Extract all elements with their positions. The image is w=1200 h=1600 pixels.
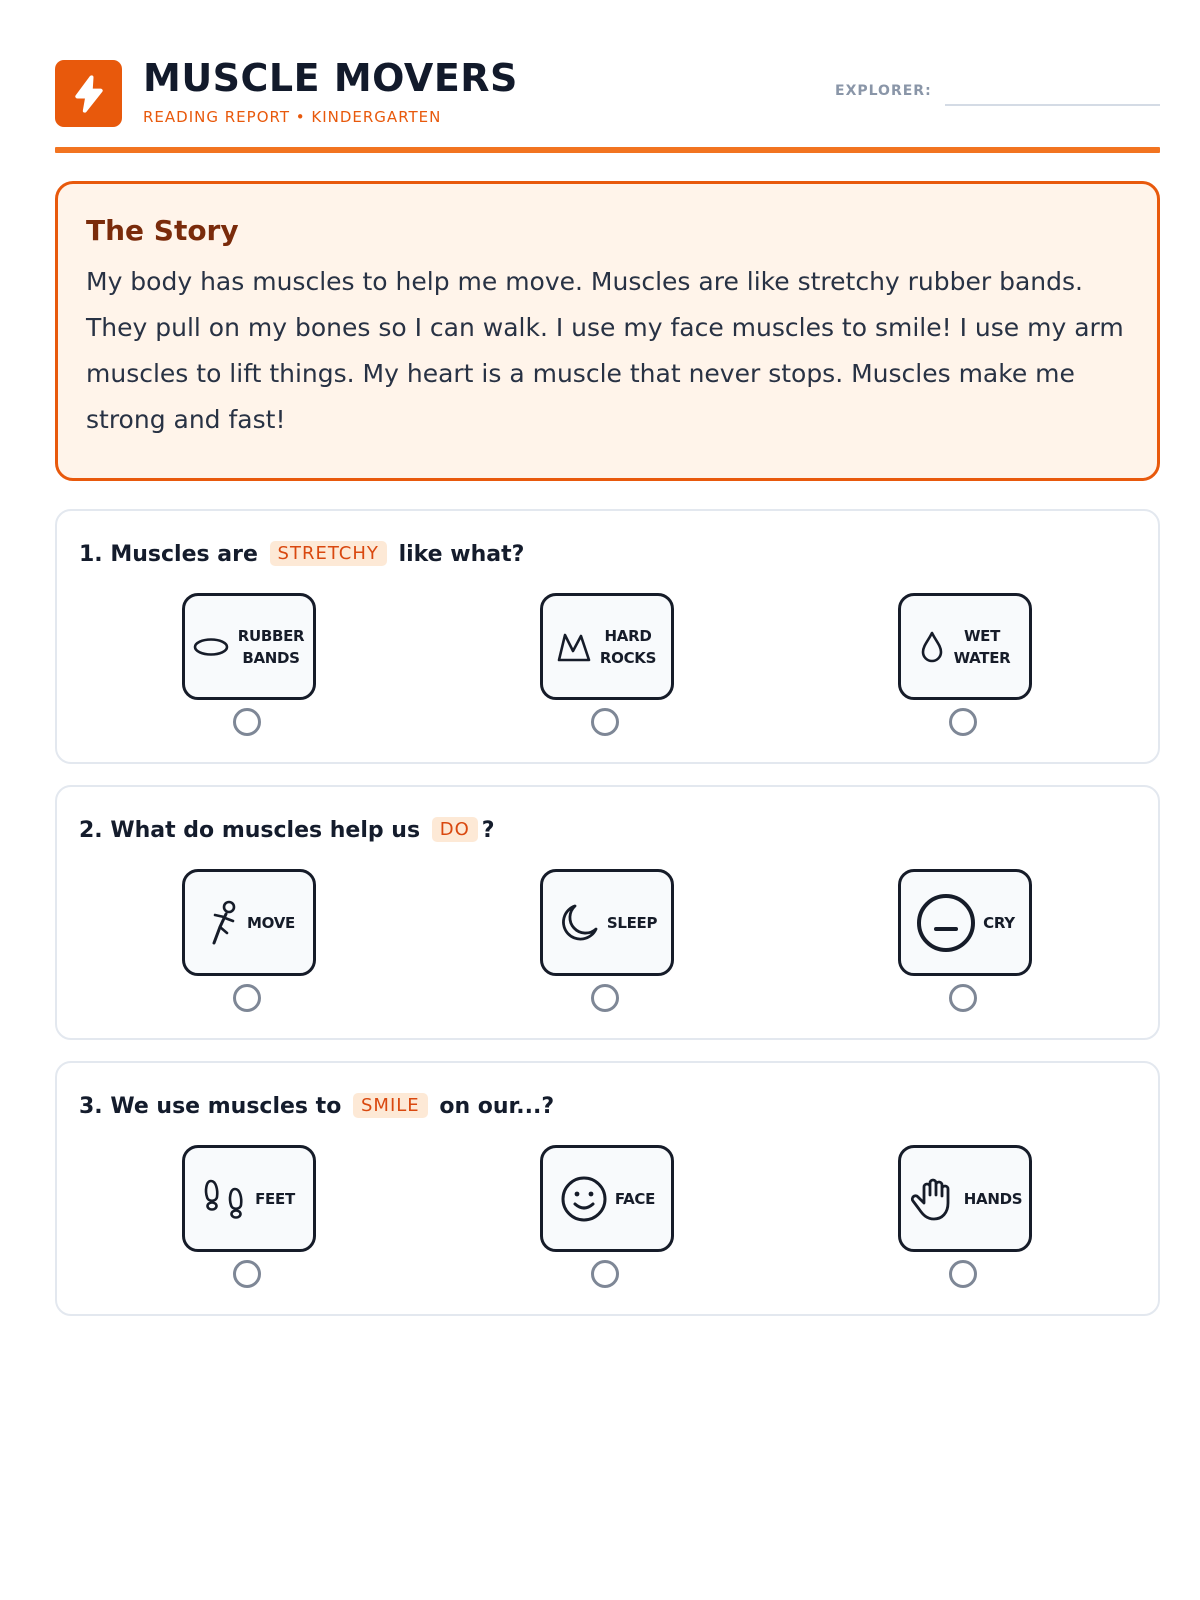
option-hands[interactable]: [898, 1145, 1032, 1252]
running-person-icon: [203, 899, 241, 947]
option-wet-water[interactable]: [898, 593, 1032, 700]
radio-option-2[interactable]: [591, 708, 619, 736]
question-1: [55, 509, 1160, 764]
smiley-face-icon: [559, 1174, 609, 1224]
option-feet[interactable]: [182, 1145, 316, 1252]
option-label: FACE: [614, 1189, 656, 1208]
rubber-band-icon: [192, 635, 230, 659]
question-prompt: [79, 1093, 554, 1119]
keyword-badge: STRETCHY: [270, 541, 387, 566]
footprints-icon: [203, 1175, 249, 1223]
question-text-before: We use muscles to: [110, 1094, 342, 1119]
sad-face-icon: [915, 892, 977, 954]
option-label: FEET: [255, 1189, 295, 1208]
header: [55, 56, 1160, 152]
option-label: WET WATER: [953, 626, 1011, 667]
option-label: HANDS: [963, 1189, 1023, 1208]
question-2: [55, 785, 1160, 1040]
question-number: 1.: [79, 542, 103, 567]
option-move[interactable]: [182, 869, 316, 976]
question-number: 2.: [79, 818, 103, 843]
option-cry[interactable]: [898, 869, 1032, 976]
radio-option-3[interactable]: [949, 1260, 977, 1288]
option-face[interactable]: [540, 1145, 674, 1252]
radio-option-2[interactable]: [591, 984, 619, 1012]
story-text: My body has muscles to help me move. Muscles are like stretchy rubber bands. They pull on my bones so I can walk. I use my face muscles to smile! I use my arm muscles to lift things. My heart is a muscle that never stops. Muscles make me strong and fast!: [86, 267, 1124, 434]
option-label: RUBBER BANDS: [237, 626, 305, 667]
question-text-after: like what?: [398, 542, 525, 567]
explorer-label: EXPLORER:: [835, 83, 932, 99]
keyword-badge: DO: [432, 817, 478, 842]
question-number: 3.: [79, 1094, 103, 1119]
moon-icon: [557, 901, 601, 945]
question-text-after: on our...?: [439, 1094, 555, 1119]
mountain-icon: [556, 630, 592, 664]
keyword-badge: SMILE: [353, 1093, 428, 1118]
radio-option-1[interactable]: [233, 984, 261, 1012]
option-label: HARD ROCKS: [599, 626, 657, 667]
radio-option-2[interactable]: [591, 1260, 619, 1288]
page-subtitle: READING REPORT • KINDERGARTEN: [143, 108, 442, 126]
water-drop-icon: [918, 629, 946, 665]
explorer-name-field[interactable]: [945, 104, 1160, 106]
lightning-bolt-icon: [55, 60, 122, 127]
story-box: [55, 181, 1160, 481]
radio-option-1[interactable]: [233, 1260, 261, 1288]
story-title: The Story: [86, 214, 239, 247]
question-prompt: [79, 541, 524, 567]
radio-option-3[interactable]: [949, 984, 977, 1012]
page-title: MUSCLE MOVERS: [143, 56, 518, 100]
option-label: SLEEP: [606, 913, 658, 932]
radio-option-1[interactable]: [233, 708, 261, 736]
question-text-before: What do muscles help us: [110, 818, 421, 843]
radio-option-3[interactable]: [949, 708, 977, 736]
option-hard-rocks[interactable]: [540, 593, 674, 700]
option-label: MOVE: [247, 913, 295, 932]
question-3: [55, 1061, 1160, 1316]
question-text-before: Muscles are: [110, 542, 258, 567]
header-divider: [55, 147, 1160, 153]
option-sleep[interactable]: [540, 869, 674, 976]
question-text-after: ?: [481, 818, 495, 843]
option-label: CRY: [983, 913, 1015, 932]
hand-icon: [908, 1175, 958, 1223]
option-rubber-bands[interactable]: [182, 593, 316, 700]
question-prompt: [79, 817, 495, 843]
